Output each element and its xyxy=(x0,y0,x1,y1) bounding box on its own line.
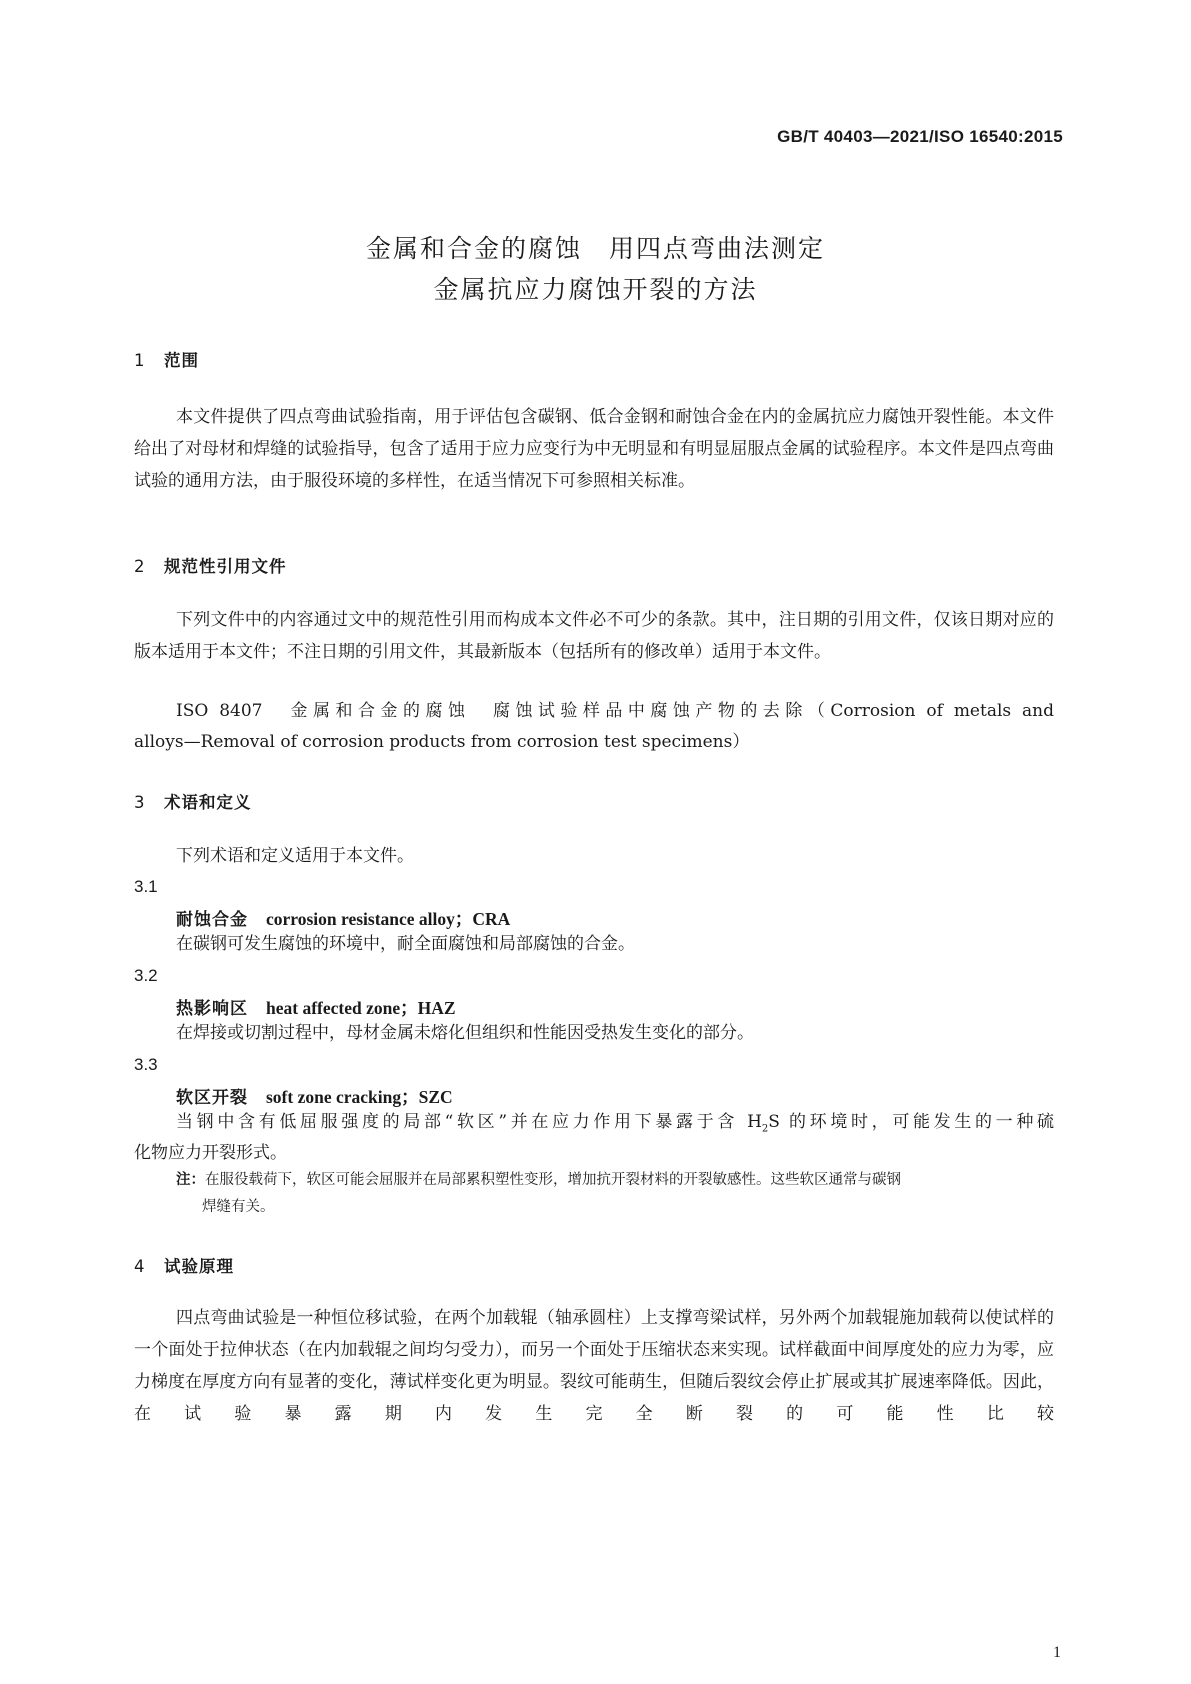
section-4-paragraph: 四点弯曲试验是一种恒位移试验，在两个加载辊（轴承圆柱）上支撑弯梁试样，另外两个加载辊施加载荷以使试样的一个面处于拉伸状态（在内加载辊之间均匀受力），而另一个面处于压缩状态来实现。试样截面中间厚度处的应力为零，应力梯度在厚度方向有显著的变化，薄试样变化更为明显。裂纹可能萌生，但随后裂纹会停止扩展或其扩展速率降低。因此，在试验暴露期内发生完全断裂的可能性比较 xyxy=(134,1308,1054,1424)
section-number: 1 xyxy=(134,351,146,370)
note-label: 注： xyxy=(176,1171,205,1188)
section-3-intro: 下列术语和定义适用于本文件。 xyxy=(176,846,414,866)
term-definition-line-2: 化物应力开裂形式。 xyxy=(134,1143,287,1163)
page-number: 1 xyxy=(1053,1644,1061,1661)
note-text: 在服役载荷下，软区可能会屈服并在局部累积塑性变形，增加抗开裂材料的开裂敏感性。这些软区通常与碳钢 xyxy=(205,1172,901,1188)
note-text-continued: 焊缝有关。 xyxy=(202,1199,275,1215)
definition-text: S 的环境时，可能发生的一种硫 xyxy=(768,1112,1054,1132)
definition-text: 当钢中含有低屈服强度的局部“软区”并在应力作用下暴露于含 H xyxy=(176,1112,762,1132)
title-line-1: 金属和合金的腐蚀 用四点弯曲法测定 xyxy=(365,234,825,263)
section-1-paragraph: 本文件提供了四点弯曲试验指南，用于评估包含碳钢、低合金钢和耐蚀合金在内的金属抗应力腐蚀开裂性能。本文件给出了对母材和焊缝的试验指导，包含了适用于应力应变行为中无明显和有明显屈服点金属的试验程序。本文件是四点弯曲试验的通用方法，由于服役环境的多样性，在适当情况下可参照相关标准。 xyxy=(134,407,1054,491)
section-title: 规范性引用文件 xyxy=(164,557,287,576)
section-title: 术语和定义 xyxy=(164,793,252,812)
term-definition: 在焊接或切割过程中，母材金属未熔化但组织和性能因受热发生变化的部分。 xyxy=(176,1023,754,1043)
term-zh: 耐蚀合金 xyxy=(176,910,248,930)
term-number: 3.1 xyxy=(134,877,158,896)
document-title xyxy=(0,228,1191,310)
term-zh: 热影响区 xyxy=(176,999,248,1019)
term-note xyxy=(176,1166,1054,1221)
term-zh: 软区开裂 xyxy=(176,1088,248,1108)
term-en: soft zone cracking；SZC xyxy=(266,1087,453,1107)
title-line-2: 金属抗应力腐蚀开裂的方法 xyxy=(433,275,758,304)
section-1-heading xyxy=(134,347,199,371)
section-title: 试验原理 xyxy=(164,1257,234,1276)
section-number: 2 xyxy=(134,557,146,576)
term-number: 3.2 xyxy=(134,966,158,985)
term-en: corrosion resistance alloy；CRA xyxy=(266,909,511,929)
term-number: 3.3 xyxy=(134,1055,158,1074)
normative-reference-line-1: ISO 8407 金属和合金的腐蚀 腐蚀试验样品中腐蚀产物的去除（Corrosion of metals and xyxy=(176,701,1054,721)
term-definition: 在碳钢可发生腐蚀的环境中，耐全面腐蚀和局部腐蚀的合金。 xyxy=(176,934,635,954)
section-number: 4 xyxy=(134,1257,146,1276)
section-2-heading xyxy=(134,553,287,577)
section-title: 范围 xyxy=(164,351,199,370)
section-3-heading xyxy=(134,789,252,813)
term-en: heat affected zone；HAZ xyxy=(266,998,456,1018)
section-4-heading xyxy=(134,1253,234,1277)
subscript: 2 xyxy=(761,1123,769,1135)
section-number: 3 xyxy=(134,793,146,812)
section-2-paragraph: 下列文件中的内容通过文中的规范性引用而构成本文件必不可少的条款。其中，注日期的引用文件，仅该日期对应的版本适用于本文件；不注日期的引用文件，其最新版本（包括所有的修改单）适用于本文件。 xyxy=(134,610,1054,662)
standard-code: GB/T 40403—2021/ISO 16540:2015 xyxy=(777,127,1063,146)
normative-reference-line-2: alloys—Removal of corrosion products from corrosion test specimens） xyxy=(134,732,750,752)
